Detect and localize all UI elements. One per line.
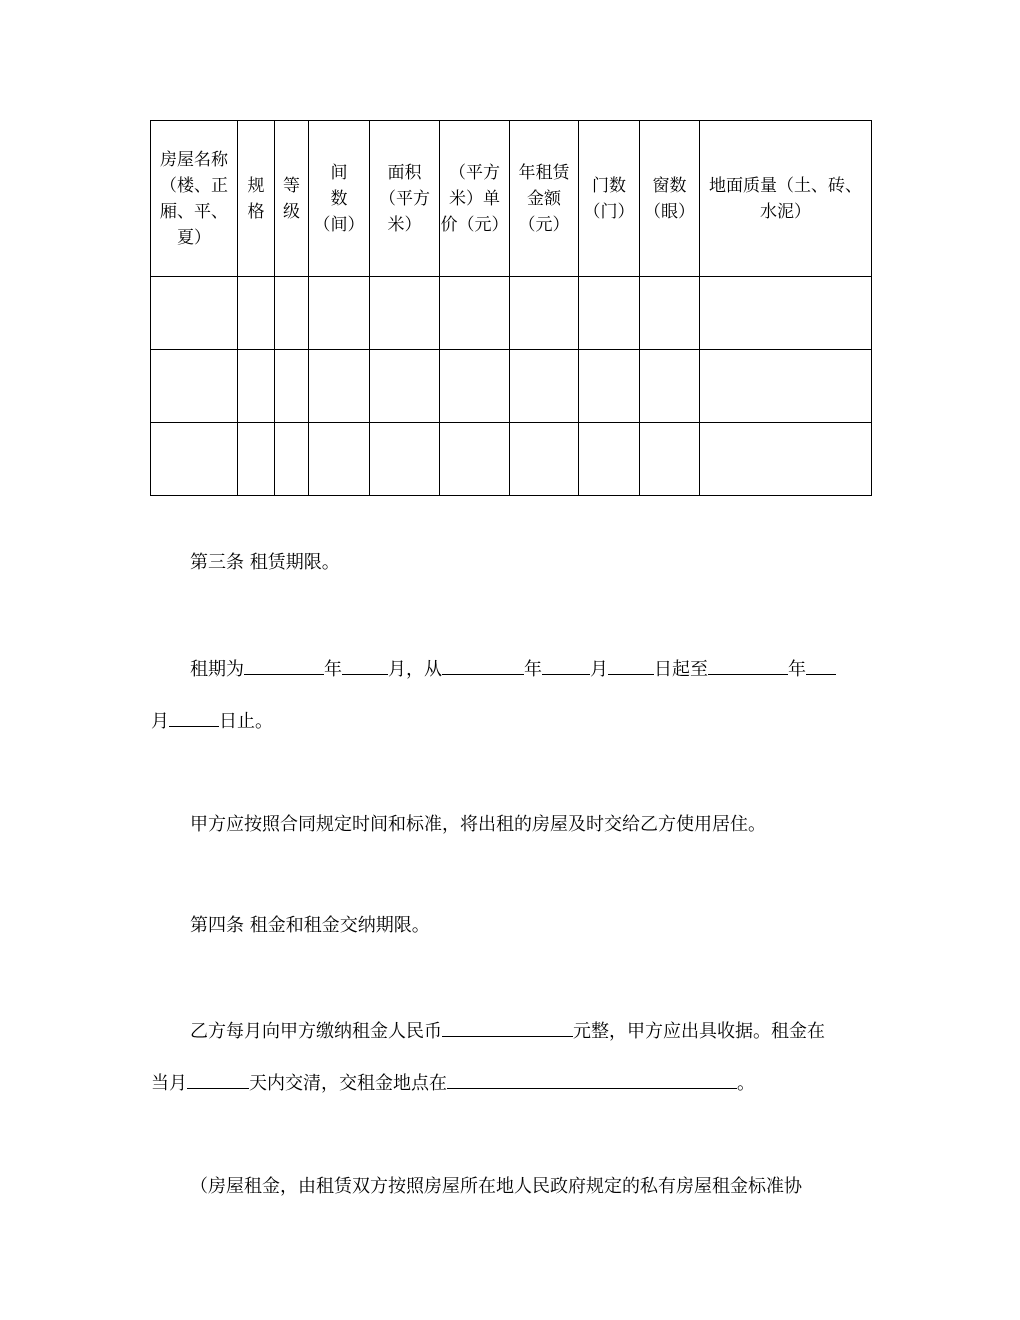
blank-term-months[interactable] (342, 656, 388, 675)
table-cell[interactable] (700, 350, 872, 423)
table-cell[interactable] (579, 423, 640, 496)
rent-line-2 (151, 1070, 755, 1096)
table-row (151, 277, 872, 350)
table-cell[interactable] (151, 350, 238, 423)
header-unit-price: （平方 米）单 价（元） (440, 121, 510, 277)
table-cell[interactable] (510, 423, 579, 496)
table-cell[interactable] (275, 350, 309, 423)
blank-end-year[interactable] (708, 656, 788, 675)
table-cell[interactable] (309, 350, 370, 423)
rent-suffix: 元整，甲方应出具收据。租金在 (573, 1021, 825, 1042)
article-3-title: 第三条 租赁期限。 (190, 552, 340, 573)
rent-line-1 (190, 1018, 825, 1044)
blank-rent-days[interactable] (187, 1070, 249, 1089)
rent-line-2-end: 。 (737, 1073, 755, 1094)
rent-line-2-middle: 天内交清，交租金地点在 (249, 1073, 447, 1094)
table-cell[interactable] (309, 423, 370, 496)
header-area: 面积 （平方 米） (370, 121, 440, 277)
table-cell[interactable] (275, 277, 309, 350)
table-cell[interactable] (640, 350, 700, 423)
blank-end-day[interactable] (169, 708, 219, 727)
header-floor-quality: 地面质量（土、砖、 水泥） (700, 121, 872, 277)
label-month-from: 月，从 (388, 659, 442, 680)
table-cell[interactable] (370, 423, 440, 496)
label-year-1: 年 (324, 659, 342, 680)
header-grade: 等 级 (275, 121, 309, 277)
table-cell[interactable] (440, 350, 510, 423)
header-annual-rent: 年租赁 金额 （元） (510, 121, 579, 277)
table-cell[interactable] (370, 350, 440, 423)
house-info-table (150, 120, 872, 496)
article-4-title: 第四条 租金和租金交纳期限。 (190, 915, 430, 936)
table-cell[interactable] (579, 350, 640, 423)
table-cell[interactable] (238, 350, 275, 423)
header-house-name: 房屋名称 （楼、正 厢、平、 夏） (151, 121, 238, 277)
label-day-until: 日止。 (219, 711, 273, 732)
table-cell[interactable] (238, 423, 275, 496)
blank-term-years[interactable] (244, 656, 324, 675)
label-month-2: 月 (590, 659, 608, 680)
delivery-clause: 甲方应按照合同规定时间和标准，将出租的房屋及时交给乙方使用居住。 (190, 814, 766, 835)
blank-start-day[interactable] (608, 656, 654, 675)
rent-line-2-prefix: 当月 (151, 1073, 187, 1094)
blank-rent-amount[interactable] (442, 1018, 573, 1037)
header-spec: 规 格 (238, 121, 275, 277)
blank-rent-location[interactable] (447, 1070, 737, 1089)
table-cell[interactable] (700, 277, 872, 350)
blank-start-month[interactable] (542, 656, 590, 675)
header-room-count: 间 数 （间） (309, 121, 370, 277)
table-cell[interactable] (440, 423, 510, 496)
lease-term-prefix: 租期为 (190, 659, 244, 680)
label-year-2: 年 (524, 659, 542, 680)
table-cell[interactable] (309, 277, 370, 350)
table-header-row (151, 121, 872, 277)
table-cell[interactable] (640, 423, 700, 496)
label-month-3: 月 (151, 711, 169, 732)
table-cell[interactable] (151, 277, 238, 350)
blank-end-month[interactable] (806, 656, 836, 675)
table-row (151, 423, 872, 496)
lease-term-line-1 (190, 656, 836, 682)
label-day-from-until: 日起至 (654, 659, 708, 680)
table-cell[interactable] (579, 277, 640, 350)
table-cell[interactable] (510, 277, 579, 350)
blank-start-year[interactable] (442, 656, 524, 675)
table-cell[interactable] (370, 277, 440, 350)
label-year-3: 年 (788, 659, 806, 680)
table-cell[interactable] (238, 277, 275, 350)
lease-term-line-2 (151, 708, 273, 734)
table-row (151, 350, 872, 423)
table-cell[interactable] (440, 277, 510, 350)
header-door-count: 门数 （门） (579, 121, 640, 277)
rent-standard-note: （房屋租金，由租赁双方按照房屋所在地人民政府规定的私有房屋租金标准协 (190, 1176, 802, 1197)
header-window-count: 窗数 （眼） (640, 121, 700, 277)
table-cell[interactable] (275, 423, 309, 496)
table-cell[interactable] (700, 423, 872, 496)
rent-prefix: 乙方每月向甲方缴纳租金人民币 (190, 1021, 442, 1042)
table-cell[interactable] (640, 277, 700, 350)
table-cell[interactable] (510, 350, 579, 423)
table-cell[interactable] (151, 423, 238, 496)
